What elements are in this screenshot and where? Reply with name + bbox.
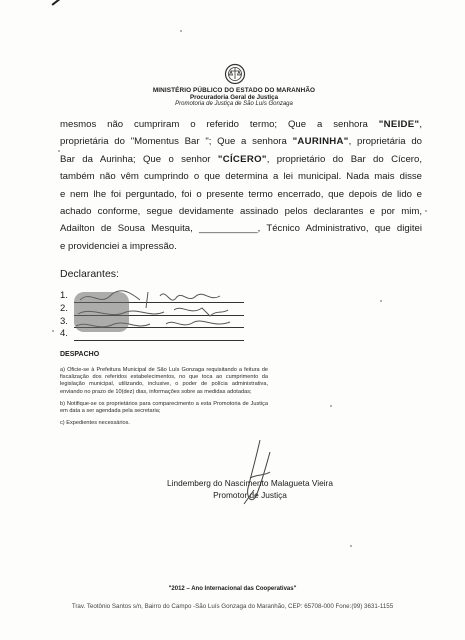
text-segment: Bar da Aurinha; Que o senhor — [60, 153, 218, 165]
despacho-item-c: c) Expedientes necessários. — [60, 420, 130, 427]
text-segment: mesmos não cumpriram o referido termo; Que a senhora — [60, 119, 379, 130]
despacho-item-b: b) Notifique-se os proprietários para comparecimento a esta Promotoria de Justiça em data a ser agendada pela secretaria; — [60, 400, 268, 415]
org-name: MINISTÉRIO PÚBLICO DO ESTADO DO MARANHÃO — [152, 87, 316, 94]
body-line-4: também não vêm cumprindo o que determina a lei municipal. Nada mais disse — [60, 171, 422, 183]
body-line-7: Adailton de Sousa Mesquita, ___________, Técnico Administrativo, que digitei — [60, 223, 422, 235]
name-neide: "NEIDE" — [378, 119, 420, 130]
scan-speck — [425, 210, 427, 212]
body-line-6: achado conforme, segue devidamente assinado pelos declarantes e por mim, — [60, 206, 422, 218]
scan-speck — [350, 545, 352, 547]
scan-speck — [52, 330, 54, 332]
name-aurinha: "AURINHA" — [292, 136, 349, 148]
coat-of-arms-icon — [224, 63, 246, 85]
term-body — [60, 116, 422, 255]
declarant-number: 1. — [60, 290, 68, 301]
text-segment: , proprietária do — [348, 136, 422, 148]
text-segment: , — [419, 119, 422, 130]
scan-speck — [380, 300, 382, 302]
text-segment: , proprietário do Bar do Cícero, — [266, 153, 422, 165]
department-name: Procuradoria Geral de Justiça — [189, 94, 279, 102]
name-cicero: "CÍCERO" — [217, 153, 267, 165]
body-line-3 — [60, 151, 422, 168]
declarant-number: 4. — [60, 328, 68, 340]
signer-role: Promotor de Justiça — [213, 489, 287, 500]
body-line-5: e nem lhe foi perguntado, foi o presente termo encerrado, que depois de lido e — [60, 188, 422, 200]
despacho-item-a: a) Oficie-se à Prefeitura Municipal de São Luís Gonzaga requisitando a feitura de fiscalização dos referidos estabelecimentos, no que toca ao cumprimento da legislação municipal, utilizando, inclusive, o poder de polícia administrativa, enviando no prazo de 10(dez) dias, informações sobre as medidas adotadas; — [60, 367, 268, 395]
body-line-8: e providenciei a impressão. — [60, 240, 177, 252]
declarant-number: 3. — [60, 315, 68, 327]
scan-speck — [180, 30, 182, 32]
scan-mark — [52, 0, 102, 5]
letterhead — [120, 87, 348, 108]
footer-address: Trav. Teotônio Santos s/n, Bairro do Campo -São Luís Gonzaga do Maranhão, CEP: 65708-000 Fone:(99) 3631-1155 — [71, 603, 394, 610]
footer-motto: "2012 – Ano Internacional das Cooperativas" — [168, 586, 297, 592]
scan-speck — [330, 405, 332, 407]
declarant-signatures — [70, 286, 250, 346]
signer-name: Lindemberg do Nascimento Malagueta Vieira — [167, 478, 333, 488]
despacho-title: DESPACHO — [60, 351, 100, 358]
declarants-title: Declarantes: — [60, 268, 119, 280]
signer-block — [138, 478, 362, 501]
body-line-1 — [60, 116, 422, 133]
body-line-2 — [60, 133, 422, 150]
despacho-body — [60, 367, 268, 432]
declarant-number: 2. — [60, 302, 68, 314]
text-segment: proprietária do "Momentus Bar "; Que a senhora — [60, 136, 293, 148]
office-name: Promotoria de Justiça de São Luís Gonzaga — [175, 101, 293, 108]
